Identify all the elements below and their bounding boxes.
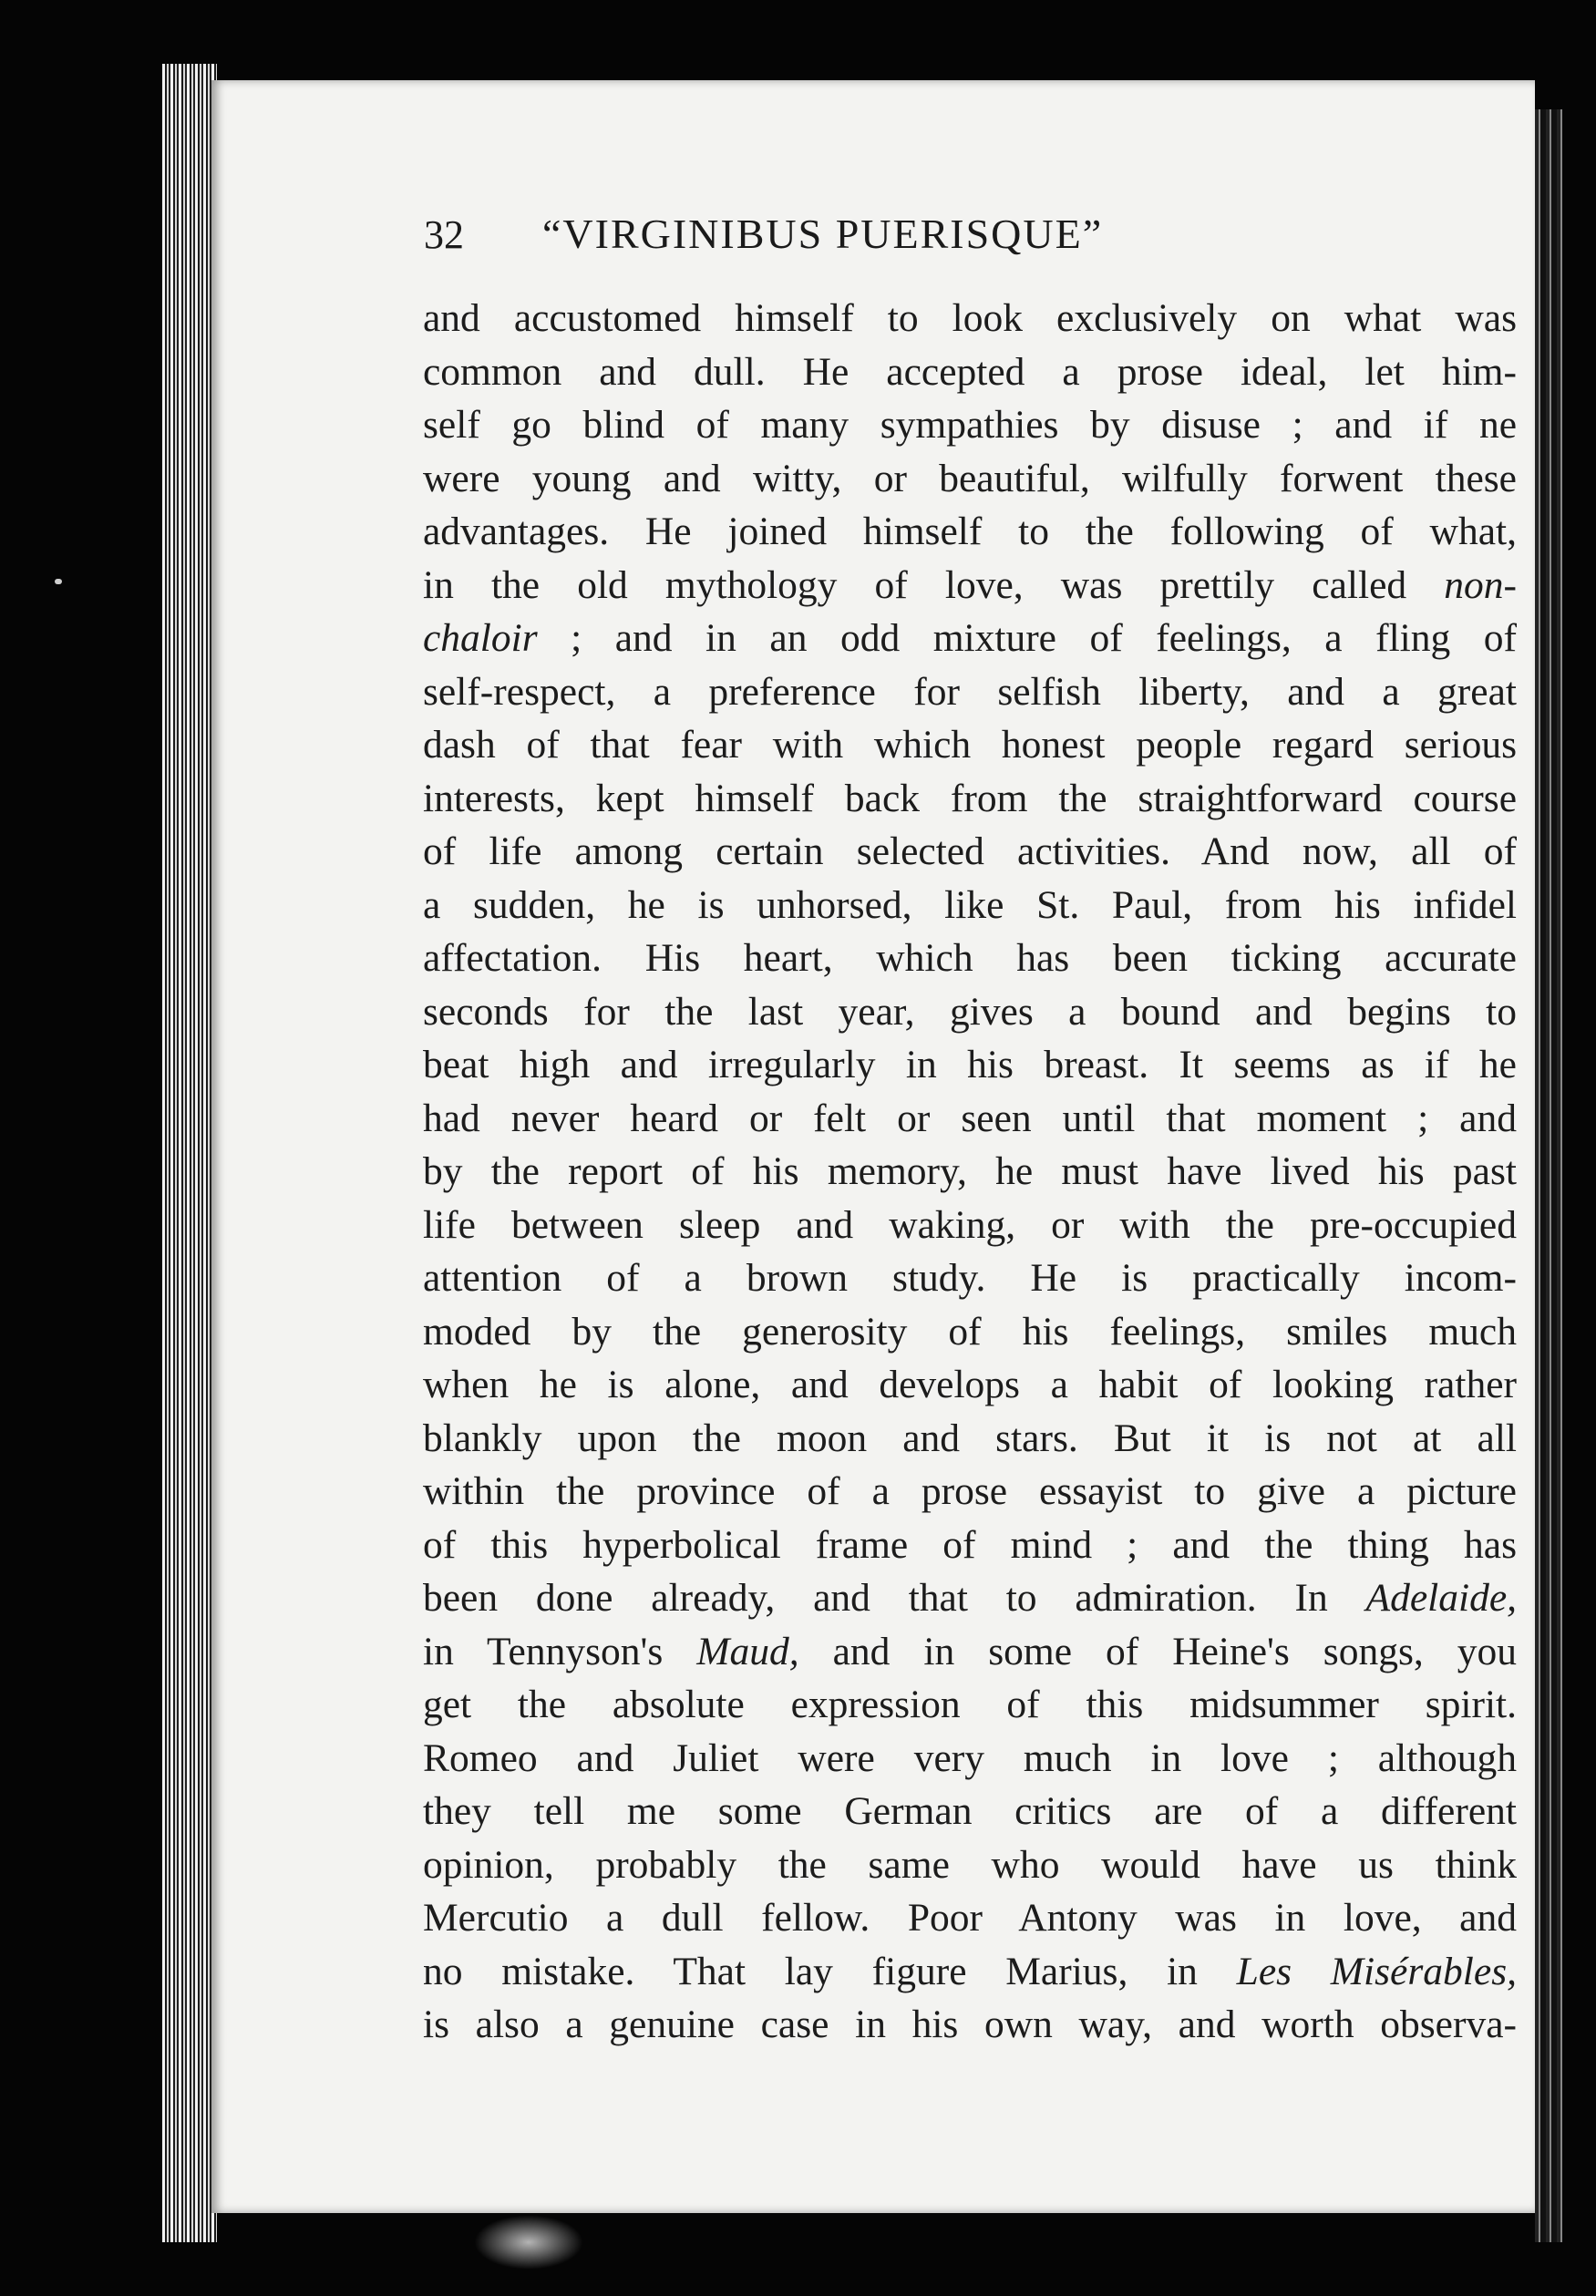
text-line: Mercutio a dull fellow. Poor Antony was in love, and <box>423 1896 1517 1940</box>
text-line: interests, kept himself back from the straightforward course <box>423 776 1517 820</box>
text-line: is also a genuine case in his own way, and worth observa- <box>423 2003 1517 2046</box>
text-line: common and dull. He accepted a prose ideal, let him- <box>423 349 1517 394</box>
text-line: life between sleep and waking, or with the pre-occupied <box>423 1202 1517 1247</box>
body-text <box>423 292 1517 2052</box>
text-line: of life among certain selected activities. And now, all of <box>423 829 1517 873</box>
italic-text: chaloir <box>423 616 538 660</box>
text-line: beat high and irregularly in his breast. It seems as if he <box>423 1043 1517 1086</box>
italic-text: Les Misérables, <box>1236 1949 1517 1993</box>
running-title: “VIRGINIBUS PUERISQUE” <box>542 211 1104 257</box>
text-line: of this hyperbolical frame of mind ; and the thing has <box>423 1522 1517 1567</box>
text-line: Romeo and Juliet were very much in love ; although <box>423 1735 1517 1780</box>
text-line: had never heard or felt or seen until that moment ; and <box>423 1096 1517 1140</box>
text-line: chaloir ; and in an odd mixture of feelings, a fling of <box>423 616 1517 660</box>
italic-text: non- <box>1444 562 1517 607</box>
book-right-edge <box>1535 109 1562 2242</box>
text-line: been done already, and that to admiration. In Adelaide, <box>423 1576 1517 1620</box>
page-header <box>424 210 1536 273</box>
text-line: when he is alone, and develops a habit of looking rather <box>423 1363 1517 1406</box>
text-line: within the province of a prose essayist to give a picture <box>423 1469 1517 1513</box>
text-line: attention of a brown study. He is practically incom- <box>423 1256 1517 1300</box>
text-line: dash of that fear with which honest people regard serious <box>423 723 1517 767</box>
italic-text: Maud, <box>696 1629 799 1673</box>
text-line: advantages. He joined himself to the following of what, <box>423 510 1517 553</box>
text-line: blankly upon the moon and stars. But it is not at all <box>423 1416 1517 1460</box>
text-line: a sudden, he is unhorsed, like St. Paul, from his infidel <box>423 882 1517 927</box>
text-line: affectation. His heart, which has been ticking accurate <box>423 936 1517 980</box>
text-line: moded by the generosity of his feelings, smiles much <box>423 1309 1517 1354</box>
text-line: in the old mythology of love, was prettily called non- <box>423 562 1517 607</box>
dust-speck <box>55 579 62 584</box>
text-line: and accustomed himself to look exclusively on what was <box>423 296 1517 340</box>
text-line: get the absolute expression of this midsummer spirit. <box>423 1683 1517 1726</box>
text-line: no mistake. That lay figure Marius, in Les Misérables, <box>423 1949 1517 1993</box>
page-number: 32 <box>424 212 464 257</box>
text-line: self go blind of many sympathies by disuse ; and if ne <box>423 403 1517 447</box>
book-page-edges <box>162 64 217 2242</box>
text-line: self-respect, a preference for selfish liberty, and a great <box>423 669 1517 714</box>
text-line: in Tennyson's Maud, and in some of Heine's songs, you <box>423 1629 1517 1673</box>
text-line: by the report of his memory, he must have lived his past <box>423 1149 1517 1193</box>
text-line: they tell me some German critics are of a different <box>423 1789 1517 1833</box>
italic-text: Adelaide, <box>1365 1576 1517 1620</box>
text-line: opinion, probably the same who would have us think <box>423 1842 1517 1887</box>
text-line: seconds for the last year, gives a bound and begins to <box>423 989 1517 1034</box>
text-line: were young and witty, or beautiful, wilfully forwent these <box>423 456 1517 500</box>
light-glare <box>474 2215 583 2270</box>
